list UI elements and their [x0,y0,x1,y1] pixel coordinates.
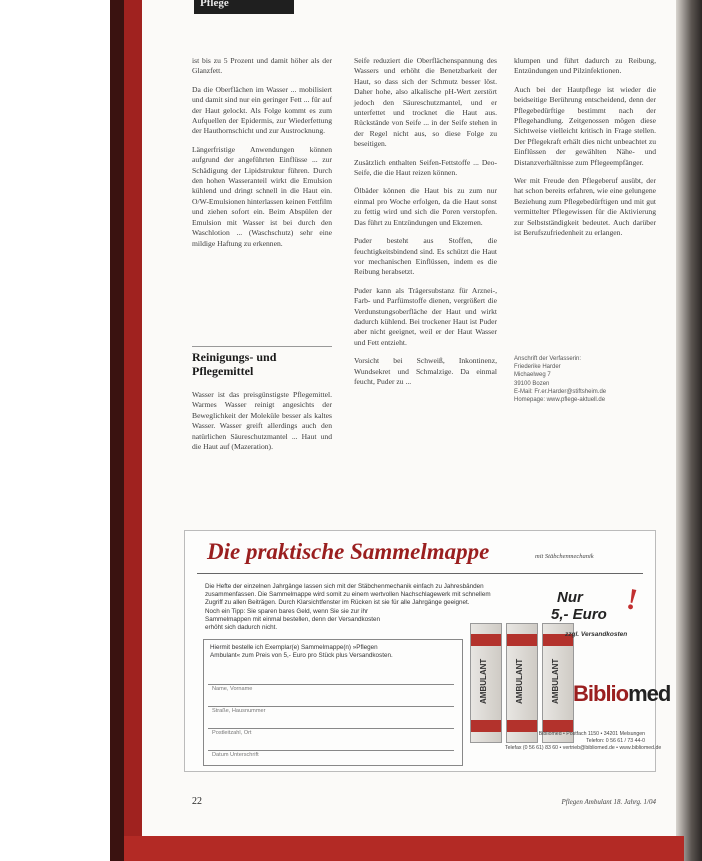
book-binding [124,0,142,861]
paragraph: Zusätzlich enthalten Seifen-Fettstoffe ... Deo-Seife, die die Haut reizen können. [354,157,497,178]
city-field-label: Postleitzahl, Ort [212,730,252,736]
bibliomed-logo [573,681,670,707]
paragraph: Da die Oberflächen im Wasser ... mobilisiert und damit sind nur ein geringer Fett ... für auf der Haut gelockt. Als Folge kommt es zum Aufquellen der Epidermis, zur Wiederfettung der Hauthornschicht und zur Austrocknung. [192,84,332,136]
binder-stripe [471,634,501,646]
price-line-1: Nur [557,589,583,606]
binder-label: AMBULANT [479,658,488,704]
author-info-line: Anschrift der Verfasserin: [514,356,582,362]
ad-contact [505,731,662,752]
page-number: 22 [192,796,202,807]
section-divider [192,346,332,347]
section-header: Pflege [200,0,229,9]
ad-body-line: Sammelmappen mit einmal bestellen, denn der Versandkosten [205,615,381,623]
advertisement-sammelmappe [184,530,671,772]
paragraph: ist bis zu 5 Prozent und damit höher als der Glanzfett. [192,56,332,76]
order-form-line: Hiermit bestelle ich Exemplar(e) Sammelmappe(n) »Pflegen [210,644,378,651]
book-spine-shadow [110,0,124,861]
street-field-line[interactable] [208,706,454,707]
logo-part: Biblio [573,681,629,706]
ad-body-line: zusammenfassen. Die Sammelmappe wird somit zu einem wertvollen Nachschlagewerk mit schnellem [205,591,491,599]
ad-divider [197,573,643,574]
author-info-line: Michaelweg 7 [514,372,551,379]
name-field-line[interactable] [208,684,454,685]
signature-field-label: Datum Unterschrift [212,752,259,758]
city-field-line[interactable] [208,728,454,729]
section-title: Reinigungs- und Pflegemittel [192,350,277,378]
ad-subtitle: mit Stäbchenmechanik [535,553,594,560]
ad-body-line: Die Hefte der einzelnen Jahrgänge lassen sich mit der Stäbchenmechanik einfach zu Jahresbänden [205,583,484,590]
article-column-2 [354,56,497,395]
price-line-2: 5,- Euro [551,606,607,623]
magazine-page [142,0,676,836]
order-form [203,639,463,766]
article-column-1 [192,56,332,257]
contact-line: Telefax (0 56 61) 83 60 • vertrieb@bibliomed.de • www.bibliomed.de [505,745,662,751]
binder [470,623,502,743]
exclamation-icon: ! [623,582,641,617]
paragraph: Ölbäder können die Haut bis zu zum nur einmal pro Woche erfolgen, da die Haut sonst zu fettig wird und sich die Poren verstopfen. Das führt zu Entzündungen und Ekzemen. [354,186,497,227]
binder [542,623,574,743]
street-field-label: Straße, Hausnummer [212,708,266,714]
author-info-line: Friederike Harder [514,364,561,371]
paragraph: Puder besteht aus Stoffen, die feuchtigkeitsbindend sind. Es schützt die Haut vor mechanischen Einflüssen, indem es die Reibung herabsetzt. [354,236,497,277]
signature-field-line[interactable] [208,750,454,751]
contact-line: Bibliomed • Postfach 1150 • 34201 Melsungen [538,731,645,737]
book-cover-edge [124,836,684,861]
name-field-label: Name, Vorname [212,686,253,692]
article-column-3 [514,56,656,247]
paragraph: Puder kann als Trägersubstanz für Arznei-, Farb- und Parfümstoffe dienen, vergrößert die Verdunstungsoberfläche der Haut und wirkt dadurch kühlend. Bei trockener Haut ist Puder aber nicht geeignet, weil er der Haut Wasser und Fett entzieht. [354,285,497,347]
author-info-line: E-Mail: Fr.er.Harder@stiftsheim.de [514,388,607,395]
order-form-text [210,644,460,660]
ad-body-line: Noch ein Tipp: Sie sparen bares Geld, wenn Sie sie zur ihr [205,607,369,615]
binder-image [470,623,580,741]
author-info-line: Homepage: www.pflege-aktuell.de [514,397,606,404]
binder-label: AMBULANT [551,658,560,704]
article-column-1-section: Wasser ist das preisgünstigste Pflegemittel. Warmes Wasser reinigt angesichts der Beweglichkeit der Moleküle besser als kaltes Wasser. Wasser greift allerdings auch den natürlichen Säureschutzmantel ... Haut und die Haut auf (Mazeration). [192,390,332,452]
page-edge-shadow [676,0,702,861]
contact-line: Telefon: 0 56 61 / 73 44-0 [586,738,645,744]
author-info [514,355,656,404]
price-callout [551,589,607,623]
order-form-line: Ambulant« zum Preis von 5,- Euro pro Stück plus Versandkosten. [210,652,393,660]
paragraph: klumpen und führt dadurch zu Reibung, Entzündungen und Pilzinfektionen. [514,56,656,76]
ad-title: Die praktische Sammelmappe [207,539,490,564]
paragraph: Auch bei der Hautpflege ist wieder die beidseitige Berührung entscheidend, denn der Pflegebedürftige bestimmt nach der Pflegehandlung. Zeitgenossen mögen diese Sichtweise vielleicht kritisch in Frage stellen. Der Pflegekraft erhält dies nicht unbeachtet zu Einflüssen der gewählten Nähe- und Distanzverhältnisse zum Pflegeempfänger. [514,84,656,167]
ad-body-line: Zugriff zu allen Beiträgen. Durch Klarsichtfenster im Rücken ist sie für alle Jahrgänge geeignet. [205,599,470,607]
logo-part: med [628,681,671,706]
binder-stripe [471,720,501,732]
paragraph: Seife reduziert die Oberflächenspannung des Wassers und erhöht die Benetzbarkeit der Haut, so dass sich der Schmutz besser löst. Daher hohe, also alkalische pH-Wert zerstört jedoch den Säureschutzmantel, und er unterfettet und trocknet die Haut aus. Rückstände von Seife ... in der Seife stehen in der Regel nicht aus, so diese Folge zu beseitigen. [354,56,497,149]
binder-stripe [507,634,537,646]
price-note: zzgl. Versandkosten [565,631,628,638]
binder-label: AMBULANT [515,658,524,704]
journal-footer: Pflegen Ambulant 18. Jahrg. 1/04 [561,798,656,806]
paragraph: Längerfristige Anwendungen können aufgrund der angeführten Einflüsse ... zur Schädigung der Lipidstruktur führen. Durch den hohen Wasseranteil wirkt die Emulsion kühlend und dringt schnell in die Haut ein. O/W-Emulsionen hinterlassen keinen Fettfilm und ziehen sofort ein. Beim Abspülen der Emulsion mit Wasser ist bei durch den Waschlotion ... (Waschschutz) sehr eine mildige Haftung zu erkennen. [192,144,332,248]
paragraph: Wer mit Freude den Pflegeberuf ausübt, der hat schon bereits erfahren, wie eine gelungene Beziehung zum Pflegebedürftigen und mit gut vermittelter Pflegewissen für die Aktivierung zur Selbstständigkeit bedeutet. Auch darüber ist Berufszufriedenheit zu erlangen. [514,176,656,238]
paragraph: Vorsicht bei Schweiß, Inkontinenz, Wundsekret und Schmalzige. Da einmal feucht, Puder zu ... [354,356,497,386]
author-info-line: 39100 Bozen [514,380,550,387]
ad-body-line: erhöht sich dadurch nicht. [205,624,278,632]
binder [506,623,538,743]
